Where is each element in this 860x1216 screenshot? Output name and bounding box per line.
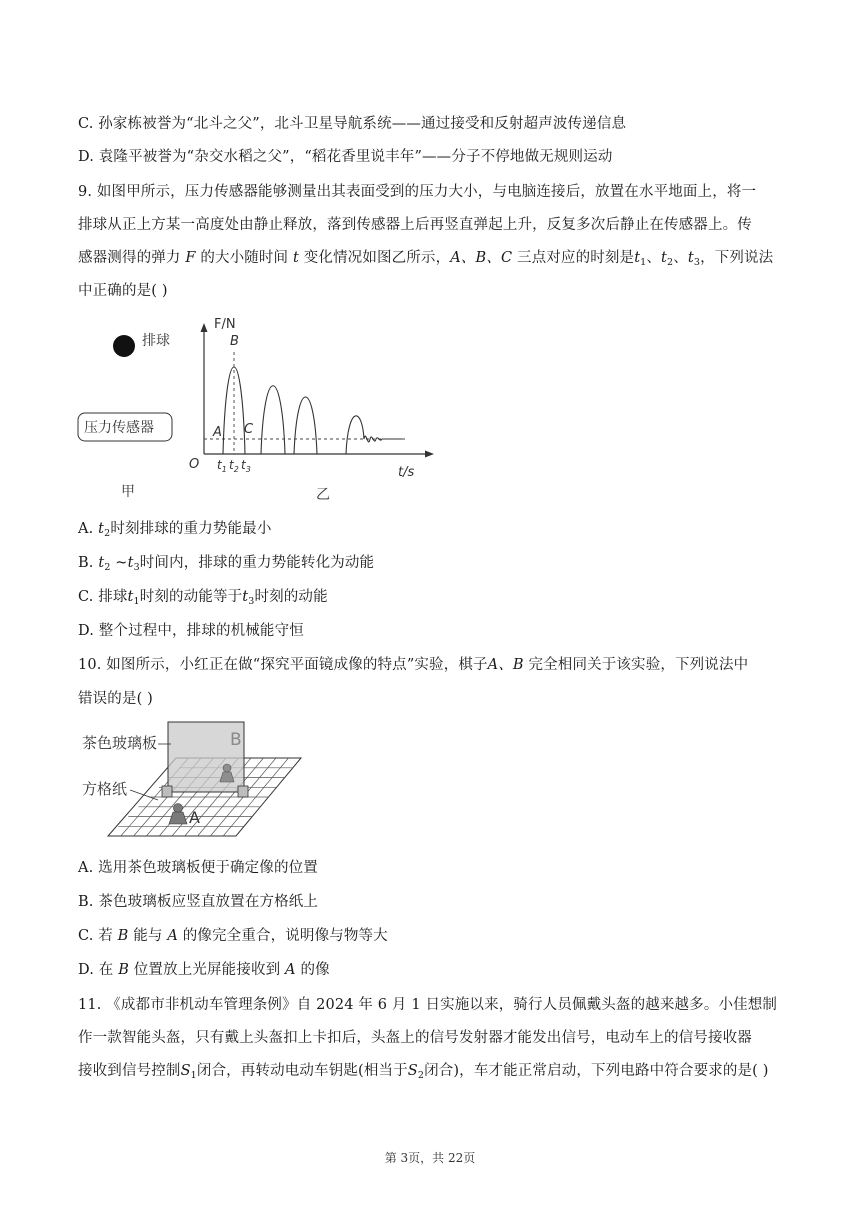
piece-b-label: B <box>230 730 242 750</box>
math-var: t <box>127 589 134 605</box>
math-var: S <box>180 1063 191 1079</box>
math-var: B <box>117 928 129 944</box>
text-span: ，下列说法 <box>700 250 774 266</box>
ball-label: 排球 <box>142 333 170 349</box>
text-span: 10. 如图所示，小红正在做“探究平面镜成像的特点”实验，棋子 <box>78 657 488 673</box>
sensor-label: 压力传感器 <box>84 420 154 436</box>
math-var: t <box>98 555 105 571</box>
q11-stem-line3 <box>78 1059 769 1080</box>
math-var: t <box>127 555 134 571</box>
math-var: t <box>242 589 249 605</box>
text-span: B. <box>78 555 99 571</box>
subscript: 1 <box>133 596 140 607</box>
point-a-label: A <box>213 425 222 440</box>
q9-option-b <box>78 551 374 572</box>
q10-option-c <box>78 924 388 945</box>
glass-label: 茶色玻璃板 <box>82 734 158 752</box>
point-c-label: C <box>244 422 254 437</box>
tick-t3: $t_3$ <box>241 458 251 474</box>
page-footer: 第 3页，共 22页 <box>384 1151 476 1165</box>
text-span: 时刻的动能 <box>254 589 328 605</box>
subscript: 1 <box>190 1070 197 1081</box>
piece-a-label: A <box>189 808 200 827</box>
text-span: C. 排球 <box>78 589 128 605</box>
text-span: A. <box>78 521 99 537</box>
subscript: 3 <box>693 257 701 268</box>
subscript: 1 <box>640 257 647 268</box>
subscript: 2 <box>104 562 111 573</box>
text-span: 、 <box>673 250 688 266</box>
math-var: A、B、C <box>450 250 513 266</box>
glass-clip-right <box>238 786 248 797</box>
q10-option-a: A. 选用茶色玻璃板便于确定像的位置 <box>78 860 318 876</box>
glass-clip-left <box>162 786 172 797</box>
y-axis-arrow <box>201 323 208 332</box>
math-var: A <box>167 928 178 944</box>
q9-stem-line3 <box>78 246 773 267</box>
q10-option-b: B. 茶色玻璃板应竖直放置在方格纸上 <box>78 894 319 910</box>
math-var: t <box>661 250 668 266</box>
text-span: D. 在 <box>78 962 114 978</box>
x-axis-label: t/s <box>398 465 415 480</box>
q9-stem-line4: 中正确的是( ) <box>78 283 168 299</box>
math-var: A、B <box>487 657 524 673</box>
q10-figure <box>76 716 306 842</box>
math-var: F <box>185 250 196 266</box>
ball-icon <box>113 335 135 357</box>
text-span: 的像完全重合，说明像与物等大 <box>182 928 388 944</box>
force-peak-2 <box>261 386 285 454</box>
text-span: 接收到信号控制 <box>78 1063 181 1079</box>
text-span: 的像 <box>300 962 330 978</box>
subscript: 2 <box>417 1070 425 1081</box>
math-var: S <box>407 1063 418 1079</box>
q9-option-a <box>78 517 271 538</box>
text-span: 闭合，再转动电动车钥匙(相当于 <box>196 1063 408 1079</box>
q9-figure <box>76 308 456 508</box>
text-span: 时刻排球的重力势能最小 <box>110 521 272 537</box>
q9-option-c <box>78 585 328 606</box>
text-span: 、 <box>646 250 662 266</box>
math-var: t <box>687 250 694 266</box>
q9-stem-line1: 9. 如图甲所示，压力传感器能够测量出其表面受到的压力大小，与电脑连接后，放置在水平地面上，将一 <box>78 184 757 200</box>
math-var: B <box>118 962 130 978</box>
panel-b-label: 乙 <box>316 487 330 503</box>
force-peak-1 <box>223 367 245 454</box>
q10-stem-line2: 错误的是( ) <box>78 691 153 707</box>
text-span: 闭合)，车才能正常启动，下列电路中符合要求的是( ) <box>424 1063 769 1079</box>
math-var: A <box>285 962 296 978</box>
q8-option-c: C. 孙家栋被誉为“北斗之父”，北斗卫星导航系统——通过接受和反射超声波传递信息 <box>78 116 627 132</box>
subscript: 3 <box>133 562 140 573</box>
text-span: 三点对应的时刻是 <box>516 250 635 266</box>
text-span: 完全相同关于该实验，下列说法中 <box>528 657 749 673</box>
force-damped-tail <box>346 416 402 454</box>
text-span: 变化情况如图乙所示， <box>303 250 451 266</box>
text-span: 感器测得的弹力 <box>78 250 181 266</box>
math-var: t <box>634 250 641 266</box>
origin-label: O <box>189 457 200 472</box>
q11-stem-line1: 11. 《成都市非机动车管理条例》自 2024 年 6 月 1 日实施以来，骑行人员佩戴头盔的越来越多。小佳想制 <box>78 997 778 1013</box>
subscript: 3 <box>248 596 255 607</box>
q11-stem-line2: 作一款智能头盔，只有戴上头盔扣上卡扣后，头盔上的信号发射器才能发出信号，电动车上的信号接收器 <box>78 1030 752 1046</box>
text-span: C. 若 <box>78 928 113 944</box>
x-axis-arrow <box>425 451 434 458</box>
q10-option-d <box>78 958 330 979</box>
q10-stem-line1 <box>78 653 748 674</box>
subscript: 2 <box>104 528 111 539</box>
text-span: 位置放上光屏能接收到 <box>133 962 281 978</box>
math-var: t <box>292 250 299 266</box>
point-b-label: B <box>230 334 239 349</box>
tick-t2: $t_2$ <box>229 458 239 474</box>
q9-stem-line2: 排球从正上方某一高度处由静止释放，落到传感器上后再竖直弹起上升，反复多次后静止在传感器上。传 <box>78 217 752 233</box>
q9-option-d: D. 整个过程中，排球的机械能守恒 <box>78 623 304 639</box>
subscript: 2 <box>667 257 674 268</box>
math-var: t <box>98 521 105 537</box>
text-span: 的大小随时间 <box>200 250 289 266</box>
text-span: ~ <box>110 555 128 571</box>
text-span: 能与 <box>133 928 163 944</box>
text-span: 时间内，排球的重力势能转化为动能 <box>139 555 375 571</box>
force-peak-3 <box>294 397 317 454</box>
tick-t1: $t_1$ <box>217 458 227 474</box>
text-span: 时刻的动能等于 <box>139 589 243 605</box>
grid-paper-label: 方格纸 <box>82 780 128 798</box>
y-axis-label: F/N <box>214 317 236 332</box>
panel-a-label: 甲 <box>121 484 135 500</box>
q8-option-d: D. 袁隆平被誉为“杂交水稻之父”，“稻花香里说丰年”——分子不停地做无规则运动 <box>78 149 613 165</box>
